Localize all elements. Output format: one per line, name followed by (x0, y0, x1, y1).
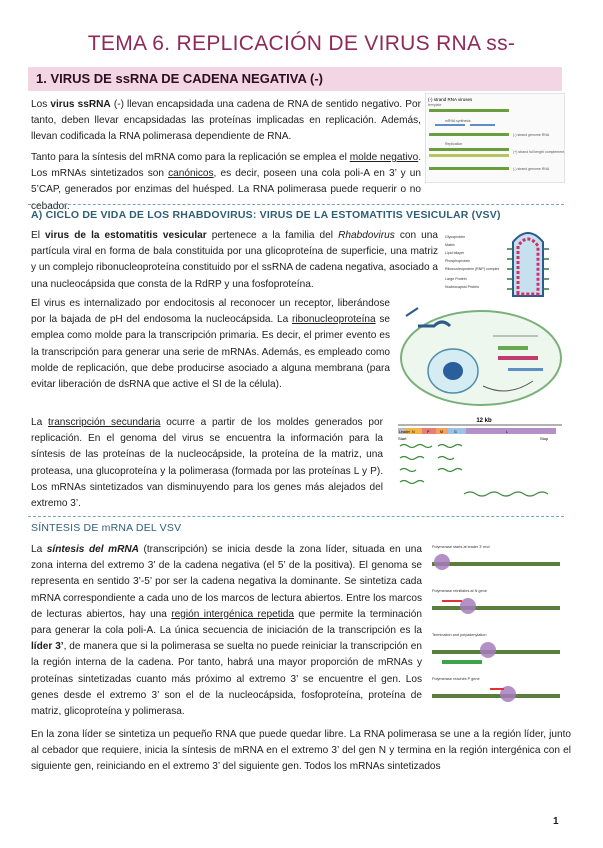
transcription-steps-figure (428, 540, 564, 712)
gene-leader: Leader (399, 430, 411, 434)
paragraph-leader: En la zona líder se sintetiza un pequeño RNA que puede quedar libre. La RNA polimerasa se une a la región líder, junto al cebador que requiere, inicia la síntesis de mRNA en el extremo 3’ del gen N y termina en la región intergénica con el siguiente gen, reiniciando en el extremo 3’ del siguiente gen. Todos los mRNAs sintetizados (31, 729, 571, 773)
gene-n: N (412, 430, 415, 434)
genome-size: 12 kb (476, 418, 492, 424)
section-divider-2 (28, 516, 564, 517)
start-label: Start (398, 436, 407, 441)
section-a-heading: A) CICLO DE VIDA DE LOS RHABDOVIRUS: VIRUS DE LA ESTOMATITIS VESICULAR (VSV) (31, 209, 501, 221)
paragraph-molde: Tanto para la síntesis del mRNA como para la replicación se emplea el molde negativo. Los mRNAs sintetizados son canónicos, es decir, poseen una cola poli-A en 3’ y un 5’CAP, generados por enzimas del huésped. La RNA polimerasa puede requerir o no cebador. (31, 152, 421, 212)
fig1-genome-1: (-) strand genome RNA (513, 133, 550, 137)
section-sintesis-heading: SÍNTESIS DE mRNA DEL VSV (31, 522, 182, 534)
step-caption-1: Polymerase starts at leader 3' end (432, 545, 490, 549)
label-matrix: Matrix (445, 243, 455, 247)
genome-map-figure (394, 414, 566, 508)
virion-structure-figure (443, 224, 565, 300)
fig1-template: template (428, 103, 442, 107)
label-large-protein: Large Protein (445, 277, 467, 281)
section-divider (28, 204, 564, 205)
gene-m: M (440, 430, 443, 434)
replication-scheme-figure (425, 93, 565, 183)
label-phosphoprotein: Phosphoprotein (445, 259, 471, 263)
fig1-mrna: mRNA synthesis (445, 119, 471, 123)
label-nucleocapsid: Nucleocapsid Protein (445, 285, 479, 289)
step-caption-4: Polymerase reaches P gene (432, 677, 480, 681)
section-1-heading: 1. VIRUS DE ssRNA DE CADENA NEGATIVA (-) (36, 71, 323, 86)
gene-l: L (506, 430, 508, 434)
stop-label: Stop (540, 436, 549, 441)
step-caption-3: Termination and polyadenylation (432, 633, 487, 637)
fig1-replication: Replication (445, 142, 463, 146)
label-lipid-bilayer: Lipid bilayer (445, 251, 465, 255)
fig1-title: (-) strand RNA viruses (428, 97, 473, 102)
infection-cycle-figure (398, 306, 564, 410)
step-caption-2: Polymerase reinitiates at N gene (432, 589, 487, 593)
page-title: TEMA 6. REPLICACIÓN DE VIRUS RNA ss- (87, 32, 516, 55)
gene-p: P (427, 430, 430, 434)
label-rnp: Ribonucleoprotein (RNP) complex (445, 267, 500, 271)
paragraph-vsv: El virus de la estomatitis vesicular pertenece a la familia del Rhabdovirus con una partícula viral en forma de bala constituida por una glicoproteína de superficie, una matriz y un complejo ribonucleoproteína constituido por el ssRNA de cadena negativa, asociado a una nucleocápsida que consta de la RdRP y una fosfoproteína. (31, 230, 438, 290)
section-1-header (28, 67, 562, 91)
page-number: 1 (553, 816, 559, 827)
paragraph-internalization: El virus es internalizado por endocitosis al reconocer un receptor, liberándose por la bajada de pH del endosoma la nucleocápsida. La ribonucleoproteína se emplea como molde para la transcripción primaria. Es decir, el primer evento es la transcripción para generar una serie de mRNAs. Además, es empleado como molde de replicación, que debe producirse asociado a alguna membrana (para evitar liberación de dsRNA que active el SI de la célula). (31, 298, 390, 391)
paragraph-ssrna: Los virus ssRNA (-) llevan encapsidada una cadena de RNA de sentido negativo. Por tanto, deben llevar encapsidadas las proteínas implicadas en replicación. Además, llevan codificada la RNA polimerasa dependiente de RNA. (31, 99, 422, 143)
paragraph-secondary-transcription: La transcripción secundaria ocurre a partir de los moldes generados por replicación. En el genoma del virus se encuentra la información para la síntesis de las proteínas de la nucleocápside, la proteína de la matriz, una proteasa, una glucoproteína y la polimerasa (formada por las proteínas L y P). Los mRNAs sintetizados van disminuyendo para los genes más alejados del extremo 3’. (31, 417, 383, 510)
fig1-genome-2: (-) strand genome RNA (513, 167, 550, 171)
gene-g: G (454, 430, 457, 434)
label-glycoprotein: Glycoprotein (445, 235, 466, 239)
paragraph-sintesis: La síntesis del mRNA (transcripción) se inicia desde la zona líder, situada en una zona interna del extremo 3’ de la cadena negativa (el 5’ de la positiva). El genoma se representa en sentido 3’-5’ por ser la cadena negativa la dominante. Se sintetiza cada mRNA correspondiente a cada uno de los marcos de lectura abiertos. Entre los marcos de lecturas abiertos, hay una región intergénica repetida que permite la terminación para generar la cola poli-A. La única secuencia de iniciación de la transcripción es la líder 3’, de manera que si la polimerasa se suelta no puede reiniciar la transcripción en la región interna de la cadena. Por tanto, habrá una mayor proporción de mRNAs y proteínas sintetizadas cuanto más próximo al extremo 3’ se encuentre el gen. Los genes desde el extremo 3’ son el de la nucleocápsida, fosfoproteína, proteína de matriz, glicoproteína y polimerasa. (31, 544, 423, 718)
fig1-full-length: (+) strand full length complement (513, 150, 565, 154)
